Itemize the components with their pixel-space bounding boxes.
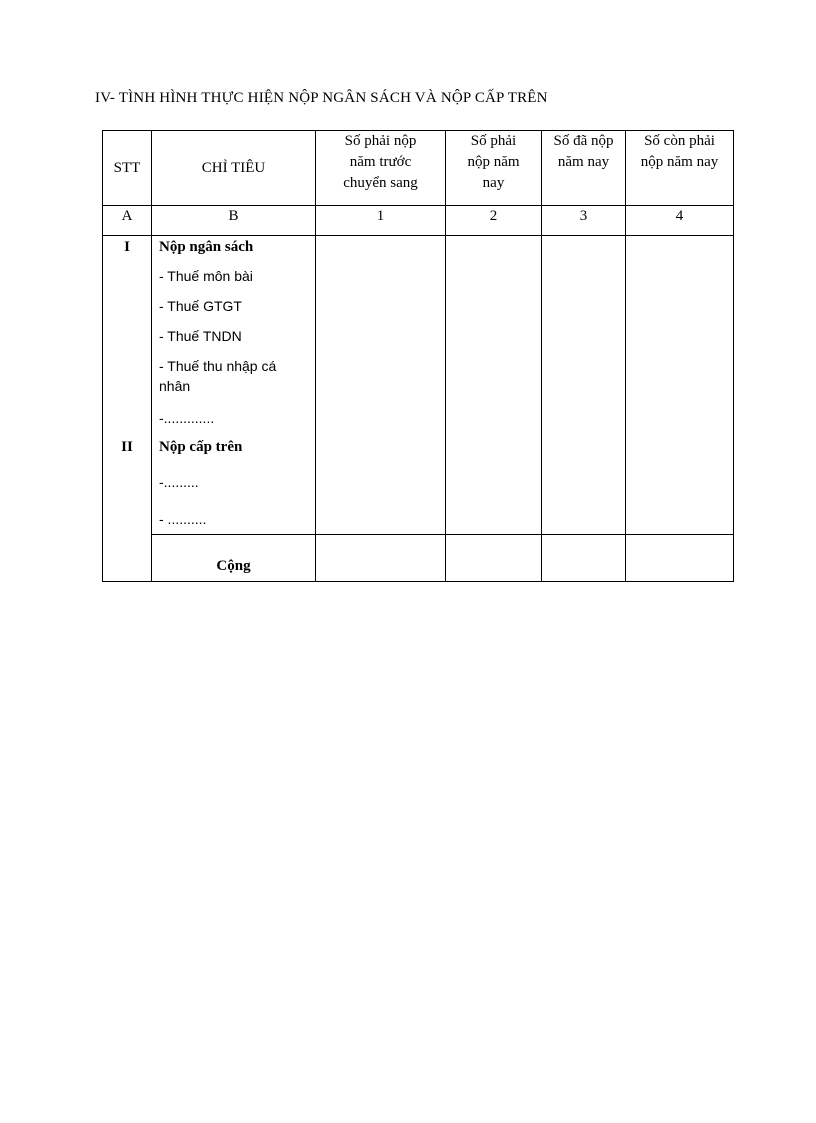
list-item: -............. — [159, 410, 215, 426]
list-item: - Thuế GTGT — [159, 298, 242, 314]
total-row — [103, 535, 734, 582]
total-cell-col4 — [626, 535, 734, 582]
header-col3: Số đã nộp năm nay — [542, 131, 626, 206]
total-cell-col3 — [542, 535, 626, 582]
total-cell-col1 — [316, 535, 446, 582]
list-item: - .......... — [159, 511, 207, 527]
header-col1: Số phải nộp năm trước chuyển sang — [316, 131, 446, 206]
total-label: Cộng — [152, 535, 316, 582]
index-2: 2 — [446, 206, 542, 236]
section1-roman: I — [124, 239, 130, 255]
index-a: A — [103, 206, 152, 236]
index-b: B — [152, 206, 316, 236]
header-stt: STT — [103, 131, 152, 206]
chi-tieu-cell — [152, 236, 316, 535]
tax-payment-table — [102, 130, 734, 582]
list-item: - Thuế môn bài — [159, 268, 253, 284]
header-row — [103, 131, 734, 206]
header-col2: Số phải nộp năm nay — [446, 131, 542, 206]
index-3: 3 — [542, 206, 626, 236]
value-cell-col3 — [542, 236, 626, 535]
value-cell-col2 — [446, 236, 542, 535]
total-cell-col2 — [446, 535, 542, 582]
list-item: - Thuế TNDN — [159, 328, 242, 344]
list-item: - Thuế thu nhập cá nhân — [159, 358, 277, 394]
list-item: -......... — [159, 474, 199, 490]
section-heading: IV- TÌNH HÌNH THỰC HIỆN NỘP NGÂN SÁCH VÀ NỘP CẤP TRÊN — [95, 90, 548, 106]
items-row — [103, 236, 734, 535]
stt-cell — [103, 236, 152, 582]
value-cell-col4 — [626, 236, 734, 535]
header-chi-tieu: CHỈ TIÊU — [152, 131, 316, 206]
section1-title: Nộp ngân sách — [159, 239, 254, 255]
index-row — [103, 206, 734, 236]
index-4: 4 — [626, 206, 734, 236]
index-1: 1 — [316, 206, 446, 236]
header-col4: Số còn phải nộp năm nay — [626, 131, 734, 206]
section2-roman: II — [121, 439, 133, 455]
section2-title: Nộp cấp trên — [159, 439, 243, 455]
value-cell-col1 — [316, 236, 446, 535]
